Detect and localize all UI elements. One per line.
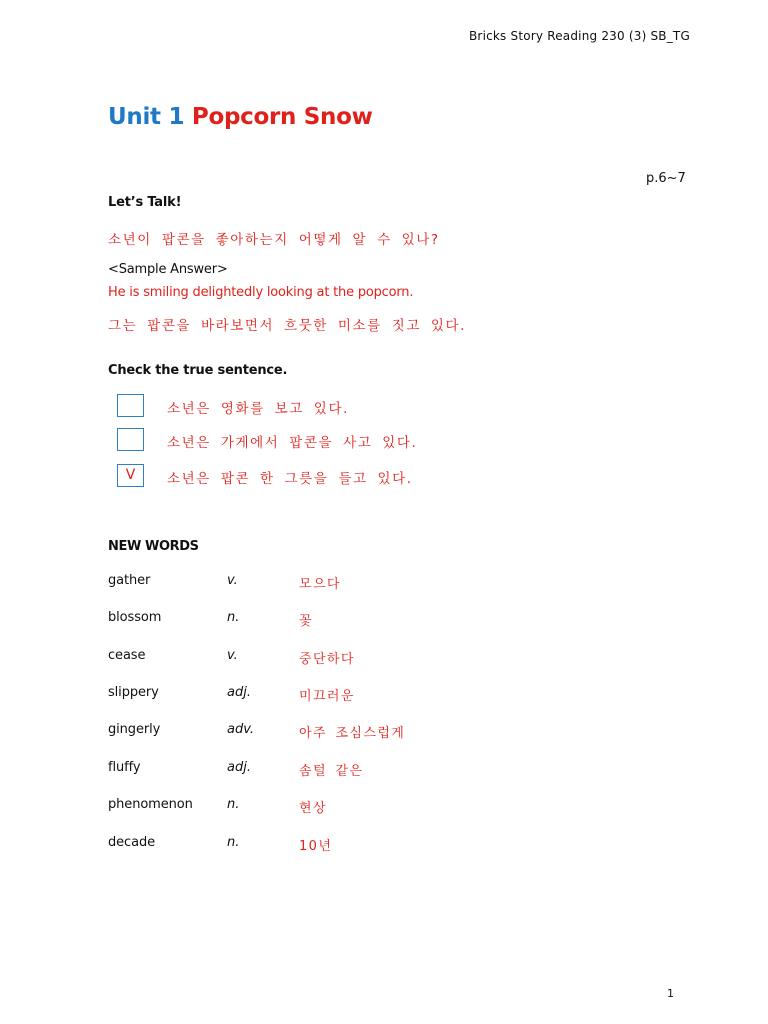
word-english: fluffy bbox=[108, 760, 141, 775]
word-part-of-speech: n. bbox=[227, 835, 240, 850]
word-meaning: 모으다 bbox=[299, 577, 341, 592]
running-header: Bricks Story Reading 230 (3) SB_TG bbox=[469, 29, 690, 43]
sample-answer-english: He is smiling delightedly looking at the popcorn. bbox=[108, 285, 414, 300]
lets-talk-heading: Let’s Talk! bbox=[108, 195, 182, 210]
word-english: phenomenon bbox=[108, 797, 193, 812]
word-part-of-speech: adj. bbox=[227, 685, 251, 700]
unit-label: Unit bbox=[108, 104, 161, 130]
page-number: 1 bbox=[667, 987, 674, 1000]
word-row bbox=[108, 610, 708, 630]
word-row bbox=[108, 685, 708, 705]
word-meaning: 미끄러운 bbox=[299, 689, 355, 704]
unit-number: 1 bbox=[168, 104, 185, 130]
word-row bbox=[108, 648, 708, 668]
word-row bbox=[108, 722, 708, 742]
check-box-3[interactable]: V bbox=[117, 464, 144, 487]
word-meaning: 꽃 bbox=[299, 614, 313, 629]
word-part-of-speech: v. bbox=[227, 573, 238, 588]
word-english: cease bbox=[108, 648, 146, 663]
word-row bbox=[108, 573, 708, 593]
check-sentence-2: 소년은 가게에서 팝콘을 사고 있다. bbox=[167, 435, 418, 451]
new-words-heading: NEW WORDS bbox=[108, 539, 199, 554]
word-row bbox=[108, 797, 708, 817]
unit-title bbox=[108, 104, 373, 130]
check-heading: Check the true sentence. bbox=[108, 363, 288, 378]
sample-answer-label: <Sample Answer> bbox=[108, 262, 228, 277]
check-sentence-3: 소년은 팝콘 한 그릇을 들고 있다. bbox=[167, 471, 413, 487]
check-box-2[interactable] bbox=[117, 428, 144, 451]
word-english: blossom bbox=[108, 610, 162, 625]
check-sentence-1: 소년은 영화를 보고 있다. bbox=[167, 401, 349, 417]
check-box-1[interactable] bbox=[117, 394, 144, 417]
word-part-of-speech: v. bbox=[227, 648, 238, 663]
page-reference: p.6~7 bbox=[646, 171, 686, 186]
word-meaning: 솜털 같은 bbox=[299, 764, 364, 779]
word-english: gingerly bbox=[108, 722, 161, 737]
unit-name: Popcorn Snow bbox=[191, 104, 373, 130]
word-part-of-speech: n. bbox=[227, 610, 240, 625]
word-part-of-speech: adv. bbox=[227, 722, 254, 737]
word-meaning: 현상 bbox=[299, 801, 327, 816]
word-meaning: 아주 조심스럽게 bbox=[299, 726, 406, 741]
word-part-of-speech: adj. bbox=[227, 760, 251, 775]
word-meaning: 10년 bbox=[299, 839, 333, 854]
word-row bbox=[108, 835, 708, 855]
sample-answer-korean: 그는 팝콘을 바라보면서 흐뭇한 미소를 짓고 있다. bbox=[108, 318, 467, 334]
word-part-of-speech: n. bbox=[227, 797, 240, 812]
word-english: slippery bbox=[108, 685, 159, 700]
word-row bbox=[108, 760, 708, 780]
word-english: gather bbox=[108, 573, 151, 588]
lets-talk-question: 소년이 팝콘을 좋아하는지 어떻게 알 수 있나? bbox=[108, 232, 440, 248]
word-meaning: 중단하다 bbox=[299, 652, 355, 667]
word-english: decade bbox=[108, 835, 156, 850]
